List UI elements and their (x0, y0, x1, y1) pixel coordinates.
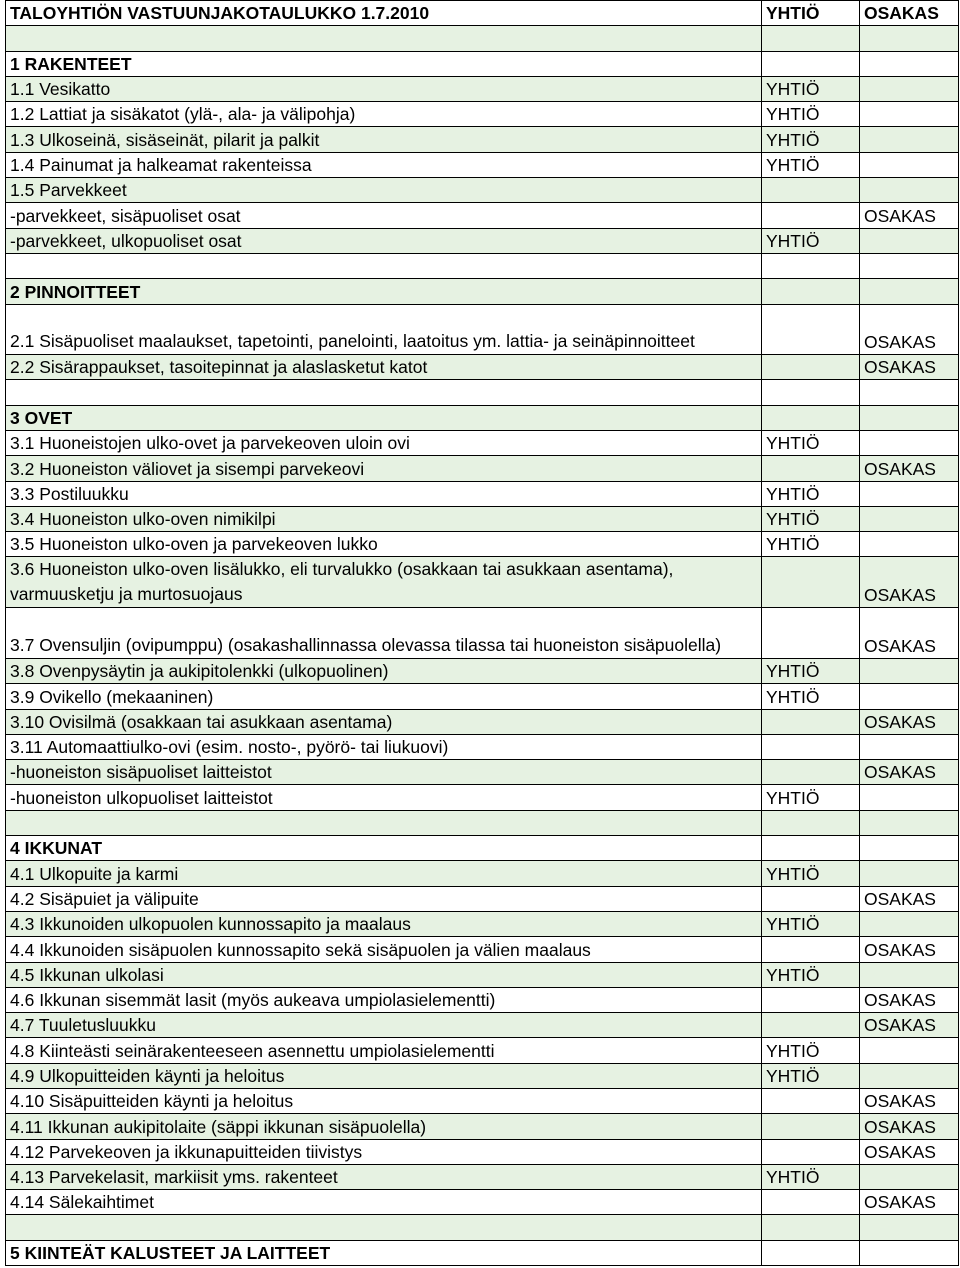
owner-cell: OSAKAS (860, 760, 959, 785)
owner-cell (860, 1038, 959, 1063)
table-row (6, 1190, 959, 1215)
table-row (6, 709, 959, 734)
company-cell: YHTIÖ (762, 785, 860, 810)
owner-cell: OSAKAS (860, 1190, 959, 1215)
owner-cell (860, 1240, 959, 1265)
owner-cell (860, 228, 959, 253)
item-text: 3.11 Automaattiulko-ovi (esim. nosto-, pyörö- tai liukuovi) (6, 734, 762, 759)
company-cell: YHTIÖ (762, 506, 860, 531)
owner-cell (860, 152, 959, 177)
company-cell (762, 1215, 860, 1240)
item-text: 3.2 Huoneiston väliovet ja sisempi parvekeovi (6, 456, 762, 481)
owner-cell (860, 51, 959, 76)
item-text: 3.6 Huoneiston ulko-oven lisälukko, eli turvalukko (osakkaan tai asukkaan asentama), varmuusketju ja murtosuojaus (6, 557, 762, 608)
table-row (6, 734, 959, 759)
item-text (6, 380, 762, 405)
owner-cell (860, 911, 959, 936)
company-cell: YHTIÖ (762, 658, 860, 683)
item-text: 4.1 Ulkopuite ja karmi (6, 861, 762, 886)
table-row (6, 861, 959, 886)
company-cell: YHTIÖ (762, 1164, 860, 1189)
item-text: 2.1 Sisäpuoliset maalaukset, tapetointi, panelointi, laatoitus ym. lattia- ja seinäpinnoitteet (6, 304, 762, 355)
table-row (6, 102, 959, 127)
owner-cell: OSAKAS (860, 709, 959, 734)
owner-cell (860, 26, 959, 51)
owner-cell (860, 253, 959, 278)
owner-cell: OSAKAS (860, 608, 959, 659)
header-company: YHTIÖ (762, 1, 860, 26)
table-row (6, 152, 959, 177)
item-text: 1.5 Parvekkeet (6, 178, 762, 203)
company-cell: YHTIÖ (762, 102, 860, 127)
table-row (6, 937, 959, 962)
owner-cell (860, 658, 959, 683)
table-row (6, 911, 959, 936)
owner-cell: OSAKAS (860, 886, 959, 911)
table-row (6, 1215, 959, 1240)
company-cell (762, 1190, 860, 1215)
item-text: 3.7 Ovensuljin (ovipumppu) (osakashallinnassa olevassa tilassa tai huoneiston sisäpuolella) (6, 608, 762, 659)
company-cell (762, 26, 860, 51)
company-cell (762, 1088, 860, 1113)
owner-cell (860, 405, 959, 430)
section-heading: 4 IKKUNAT (6, 836, 762, 861)
company-cell (762, 178, 860, 203)
company-cell (762, 405, 860, 430)
item-text (6, 253, 762, 278)
item-text: 4.14 Sälekaihtimet (6, 1190, 762, 1215)
table-row (6, 962, 959, 987)
item-text (6, 26, 762, 51)
owner-cell: OSAKAS (860, 1114, 959, 1139)
owner-cell: OSAKAS (860, 203, 959, 228)
owner-cell (860, 430, 959, 455)
item-text: 3.9 Ovikello (mekaaninen) (6, 684, 762, 709)
owner-cell (860, 962, 959, 987)
owner-cell (860, 1215, 959, 1240)
item-text: 4.3 Ikkunoiden ulkopuolen kunnossapito ja maalaus (6, 911, 762, 936)
table-row (6, 1038, 959, 1063)
item-text: 4.9 Ulkopuitteiden käynti ja heloitus (6, 1063, 762, 1088)
table-row (6, 810, 959, 835)
company-cell (762, 608, 860, 659)
owner-cell: OSAKAS (860, 987, 959, 1012)
table-row (6, 1139, 959, 1164)
company-cell (762, 355, 860, 380)
item-text: 3.10 Ovisilmä (osakkaan tai asukkaan asentama) (6, 709, 762, 734)
company-cell (762, 886, 860, 911)
section-heading: 5 KIINTEÄT KALUSTEET JA LAITTEET (6, 1240, 762, 1265)
item-text: 3.1 Huoneistojen ulko-ovet ja parvekeoven uloin ovi (6, 430, 762, 455)
company-cell (762, 1139, 860, 1164)
company-cell (762, 279, 860, 304)
item-text: 3.8 Ovenpysäytin ja aukipitolenkki (ulkopuolinen) (6, 658, 762, 683)
item-text: 3.3 Postiluukku (6, 481, 762, 506)
table-row (6, 1088, 959, 1113)
section-heading: 2 PINNOITTEET (6, 279, 762, 304)
company-cell (762, 253, 860, 278)
item-text: -huoneiston ulkopuoliset laitteistot (6, 785, 762, 810)
table-row (6, 430, 959, 455)
header-row (6, 1, 959, 26)
owner-cell (860, 127, 959, 152)
item-text: 4.7 Tuuletusluukku (6, 1013, 762, 1038)
owner-cell: OSAKAS (860, 1088, 959, 1113)
table-row (6, 785, 959, 810)
item-text: 4.13 Parvekelasit, markiisit yms. rakenteet (6, 1164, 762, 1189)
table-row (6, 253, 959, 278)
owner-cell: OSAKAS (860, 304, 959, 355)
company-cell (762, 304, 860, 355)
owner-cell: OSAKAS (860, 1139, 959, 1164)
section-heading: 3 OVET (6, 405, 762, 430)
item-text: 4.6 Ikkunan sisemmät lasit (myös aukeava umpiolasielementti) (6, 987, 762, 1012)
item-text: 1.4 Painumat ja halkeamat rakenteissa (6, 152, 762, 177)
owner-cell (860, 279, 959, 304)
table-row (6, 203, 959, 228)
owner-cell: OSAKAS (860, 1013, 959, 1038)
company-cell (762, 203, 860, 228)
table-title: TALOYHTIÖN VASTUUNJAKOTAULUKKO 1.7.2010 (6, 1, 762, 26)
company-cell: YHTIÖ (762, 532, 860, 557)
company-cell: YHTIÖ (762, 430, 860, 455)
owner-cell: OSAKAS (860, 557, 959, 608)
company-cell: YHTIÖ (762, 152, 860, 177)
company-cell (762, 734, 860, 759)
table-row (6, 405, 959, 430)
company-cell (762, 810, 860, 835)
company-cell (762, 380, 860, 405)
company-cell (762, 937, 860, 962)
table-row (6, 532, 959, 557)
owner-cell (860, 532, 959, 557)
section-heading: 1 RAKENTEET (6, 51, 762, 76)
item-text: 1.2 Lattiat ja sisäkatot (ylä-, ala- ja välipohja) (6, 102, 762, 127)
table-row (6, 481, 959, 506)
table-row (6, 886, 959, 911)
company-cell (762, 1114, 860, 1139)
table-row (6, 1114, 959, 1139)
company-cell (762, 1240, 860, 1265)
owner-cell (860, 836, 959, 861)
table-row (6, 178, 959, 203)
item-text: 1.1 Vesikatto (6, 76, 762, 101)
owner-cell (860, 178, 959, 203)
item-text (6, 1215, 762, 1240)
owner-cell (860, 1164, 959, 1189)
table-row (6, 557, 959, 608)
item-text: 1.3 Ulkoseinä, sisäseinät, pilarit ja palkit (6, 127, 762, 152)
owner-cell (860, 102, 959, 127)
table-row (6, 1013, 959, 1038)
company-cell (762, 557, 860, 608)
table-row (6, 760, 959, 785)
table-row (6, 76, 959, 101)
table-row (6, 684, 959, 709)
company-cell (762, 456, 860, 481)
item-text: -huoneiston sisäpuoliset laitteistot (6, 760, 762, 785)
table-row (6, 987, 959, 1012)
table-row (6, 1240, 959, 1265)
owner-cell: OSAKAS (860, 355, 959, 380)
item-text: 4.4 Ikkunoiden sisäpuolen kunnossapito sekä sisäpuolen ja välien maalaus (6, 937, 762, 962)
company-cell: YHTIÖ (762, 962, 860, 987)
table-row (6, 836, 959, 861)
table-row (6, 51, 959, 76)
item-text: 4.10 Sisäpuitteiden käynti ja heloitus (6, 1088, 762, 1113)
table-row (6, 355, 959, 380)
company-cell: YHTIÖ (762, 861, 860, 886)
table-row (6, 1164, 959, 1189)
owner-cell (860, 76, 959, 101)
owner-cell (860, 785, 959, 810)
owner-cell (860, 684, 959, 709)
company-cell: YHTIÖ (762, 127, 860, 152)
item-text (6, 810, 762, 835)
item-text: -parvekkeet, ulkopuoliset osat (6, 228, 762, 253)
owner-cell (860, 481, 959, 506)
item-text: 4.11 Ikkunan aukipitolaite (säppi ikkunan sisäpuolella) (6, 1114, 762, 1139)
table-row (6, 456, 959, 481)
company-cell: YHTIÖ (762, 228, 860, 253)
owner-cell (860, 734, 959, 759)
responsibility-table (5, 0, 959, 1266)
item-text: -parvekkeet, sisäpuoliset osat (6, 203, 762, 228)
table-row (6, 279, 959, 304)
company-cell (762, 987, 860, 1012)
owner-cell (860, 506, 959, 531)
company-cell: YHTIÖ (762, 1063, 860, 1088)
owner-cell (860, 1063, 959, 1088)
table-row (6, 127, 959, 152)
table-row (6, 304, 959, 355)
item-text: 2.2 Sisärappaukset, tasoitepinnat ja alaslasketut katot (6, 355, 762, 380)
table-row (6, 1063, 959, 1088)
company-cell (762, 836, 860, 861)
table-row (6, 380, 959, 405)
table-body (6, 1, 959, 1266)
table-row (6, 608, 959, 659)
item-text: 4.5 Ikkunan ulkolasi (6, 962, 762, 987)
company-cell (762, 1013, 860, 1038)
company-cell: YHTIÖ (762, 481, 860, 506)
table-row (6, 658, 959, 683)
owner-cell (860, 861, 959, 886)
company-cell: YHTIÖ (762, 911, 860, 936)
item-text: 4.2 Sisäpuiet ja välipuite (6, 886, 762, 911)
owner-cell (860, 810, 959, 835)
company-cell (762, 709, 860, 734)
table-row (6, 228, 959, 253)
item-text: 3.4 Huoneiston ulko-oven nimikilpi (6, 506, 762, 531)
item-text: 4.12 Parvekeoven ja ikkunapuitteiden tiivistys (6, 1139, 762, 1164)
item-text: 3.5 Huoneiston ulko-oven ja parvekeoven lukko (6, 532, 762, 557)
company-cell (762, 760, 860, 785)
company-cell: YHTIÖ (762, 1038, 860, 1063)
company-cell (762, 51, 860, 76)
owner-cell: OSAKAS (860, 937, 959, 962)
company-cell: YHTIÖ (762, 684, 860, 709)
table-row (6, 506, 959, 531)
owner-cell (860, 380, 959, 405)
header-owner: OSAKAS (860, 1, 959, 26)
item-text: 4.8 Kiinteästi seinärakenteeseen asennettu umpiolasielementti (6, 1038, 762, 1063)
owner-cell: OSAKAS (860, 456, 959, 481)
table-row (6, 26, 959, 51)
company-cell: YHTIÖ (762, 76, 860, 101)
